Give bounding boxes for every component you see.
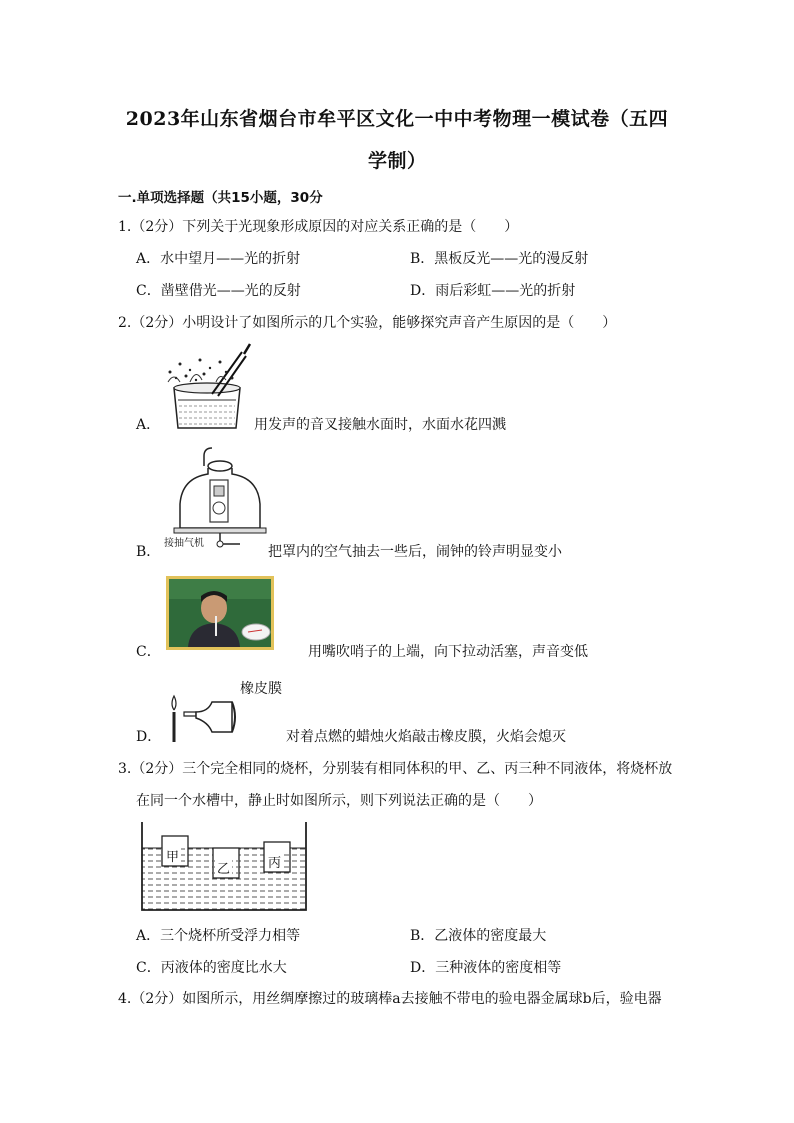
q1-option-b: B．黑板反光——光的漫反射 [410,251,589,267]
question-4-stem: 4.（2分）如图所示，用丝绸摩擦过的玻璃棒a去接触不带电的验电器金属球b后，验电器 [118,991,662,1007]
q2-option-a-letter: A． [136,417,161,433]
section-heading: 一.单项选择题（共15小题，30分 [118,190,323,206]
vacuum-pump-label: 接抽气机 [164,538,204,549]
question-1-stem: 1.（2分）下列关于光现象形成原因的对应关系正确的是（ ） [118,219,519,235]
q3-option-a: A．三个烧杯所受浮力相等 [136,928,301,944]
tuning-fork-water-figure [160,342,252,432]
q1-option-a: A．水中望月——光的折射 [136,251,301,267]
cup-label-bing: 丙 [266,852,283,871]
cup-label-yi: 乙 [215,858,232,877]
q1-option-d: D．雨后彩虹——光的折射 [410,283,576,299]
q2-option-b-text: 把罩内的空气抽去一些后，闹钟的铃声明显变小 [268,544,562,560]
q2-option-d-text: 对着点燃的蜡烛火焰敲击橡皮膜，火焰会熄灭 [286,729,566,745]
q2-option-a-text: 用发声的音叉接触水面时，水面水花四溅 [254,417,506,433]
boy-whistle-photo [166,576,274,650]
q3-option-b: B．乙液体的密度最大 [410,928,547,944]
q1-option-c: C．凿壁借光——光的反射 [136,283,301,299]
q2-option-c-letter: C． [136,644,161,660]
q2-option-b-letter: B． [136,544,161,560]
doc-title-line2: 学制） [368,150,427,172]
q3-option-d: D．三种液体的密度相等 [410,960,562,976]
rubber-membrane-label: 橡皮膜 [240,681,282,697]
doc-title-line1: 2023年山东省烟台市牟平区文化一中中考物理一模试卷（五四 [125,108,669,130]
question-3-stem-line1: 3.（2分）三个完全相同的烧杯，分别装有相同体积的甲、乙、丙三种不同液体，将烧杯放 [118,761,673,777]
cup-label-jia: 甲 [164,846,181,865]
q2-option-c-text: 用嘴吹哨子的上端，向下拉动活塞，声音变低 [308,644,588,660]
q2-option-d-letter: D． [136,729,162,745]
question-3-stem-line2: 在同一个水槽中，静止时如图所示，则下列说法正确的是（ ） [136,793,542,809]
question-2-stem: 2.（2分）小明设计了如图所示的几个实验，能够探究声音产生原因的是（ ） [118,315,617,331]
q3-option-c: C．丙液体的密度比水大 [136,960,287,976]
